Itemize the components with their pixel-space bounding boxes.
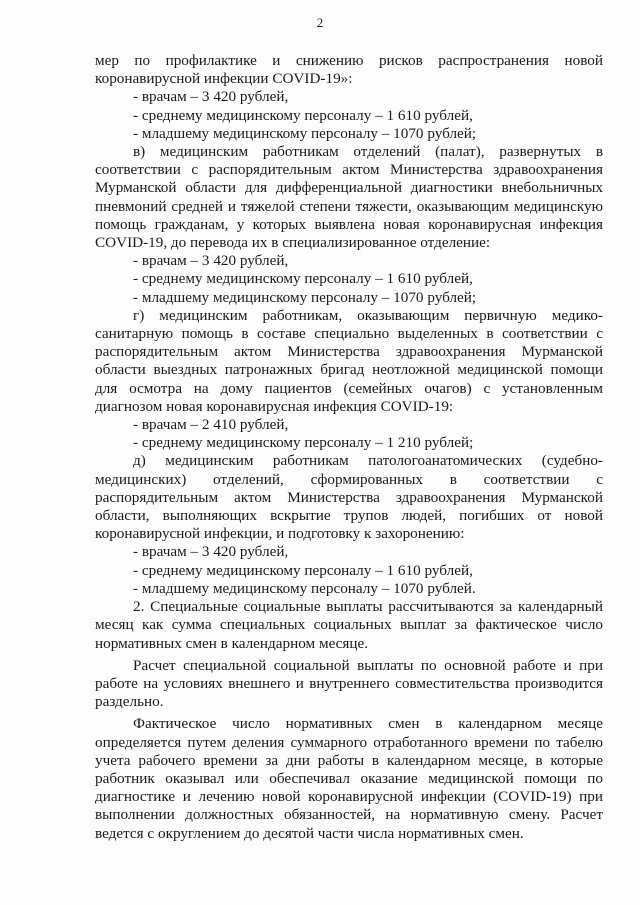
list-item: - врачам – 3 420 рублей, xyxy=(133,88,289,106)
page-number: 2 xyxy=(316,15,324,30)
list-item: - врачам – 2 410 рублей, xyxy=(133,416,289,434)
list-item: - врачам – 3 420 рублей, xyxy=(133,543,289,561)
paragraph: г) медицинским работникам, оказывающим первичную медико-санитарную помощь в составе специально выделенных в соответствии с распорядительным актом Министерства здравоохранения Мурманской области выездных патронажных бригад неотложной медицинской помощи для осмотра на дому пациентов (семейных очагов) с установленным диагнозом новая коронавирусная инфекция COVID-19: xyxy=(95,306,603,415)
list-item: - младшему медицинскому персоналу – 1070 рублей; xyxy=(133,124,477,142)
list-item: - среднему медицинскому персоналу – 1 210 рублей; xyxy=(133,434,474,452)
list-item: - среднему медицинскому персоналу – 1 610 рублей, xyxy=(133,561,473,579)
paragraph: д) медицинским работникам патологоанатомических (судебно-медицинских) отделений, сформированных в соответствии с распорядительным актом Министерства здравоохранения Мурманской области, выполняющих вскрытие трупов людей, погибших от новой коронавирусной инфекции, и подготовку к захоронению: xyxy=(95,452,603,543)
paragraph: в) медицинским работникам отделений (палат), развернутых в соответствии с распорядительным актом Министерства здравоохранения Мурманской области для дифференциальной диагностики внебольничных пневмоний средней и тяжелой степени тяжести, оказывающим медицинскую помощь гражданам, у которых выявлена новая коронавирусная инфекция COVID-19, до перевода их в специализированное отделение: xyxy=(95,143,603,252)
list-item: - младшему медицинскому персоналу – 1070 рублей; xyxy=(133,288,477,306)
paragraph: Расчет специальной социальной выплаты по основной работе и при работе на условиях внешнего и внутреннего совместительства производится раздельно. xyxy=(95,656,603,711)
list-item: - среднему медицинскому персоналу – 1 610 рублей, xyxy=(133,270,473,288)
paragraph: мер по профилактике и снижению рисков распространения новой коронавирусной инфекции COVID-19»: xyxy=(95,52,603,88)
paragraph: 2. Специальные социальные выплаты рассчитываются за календарный месяц как сумма специальных социальных выплат за фактическое число нормативных смен в календарном месяце. xyxy=(95,598,603,652)
document-body xyxy=(95,52,603,843)
list-item: - врачам – 3 420 рублей, xyxy=(133,252,289,270)
list-item: - среднему медицинскому персоналу – 1 610 рублей, xyxy=(133,106,473,124)
paragraph: Фактическое число нормативных смен в календарном месяце определяется путем деления суммарного отработанного времени по табелю учета рабочего времени за дни работы в календарном месяце, в которые работник оказывал или обеспечивал оказание медицинской помощи по диагностике и лечению новой коронавирусной инфекции (COVID-19) при выполнении должностных обязанностей, на нормативную смену. Расчет ведется с округлением до десятой части числа нормативных смен. xyxy=(95,715,603,842)
list-item: - младшему медицинскому персоналу – 1070 рублей. xyxy=(133,579,476,597)
